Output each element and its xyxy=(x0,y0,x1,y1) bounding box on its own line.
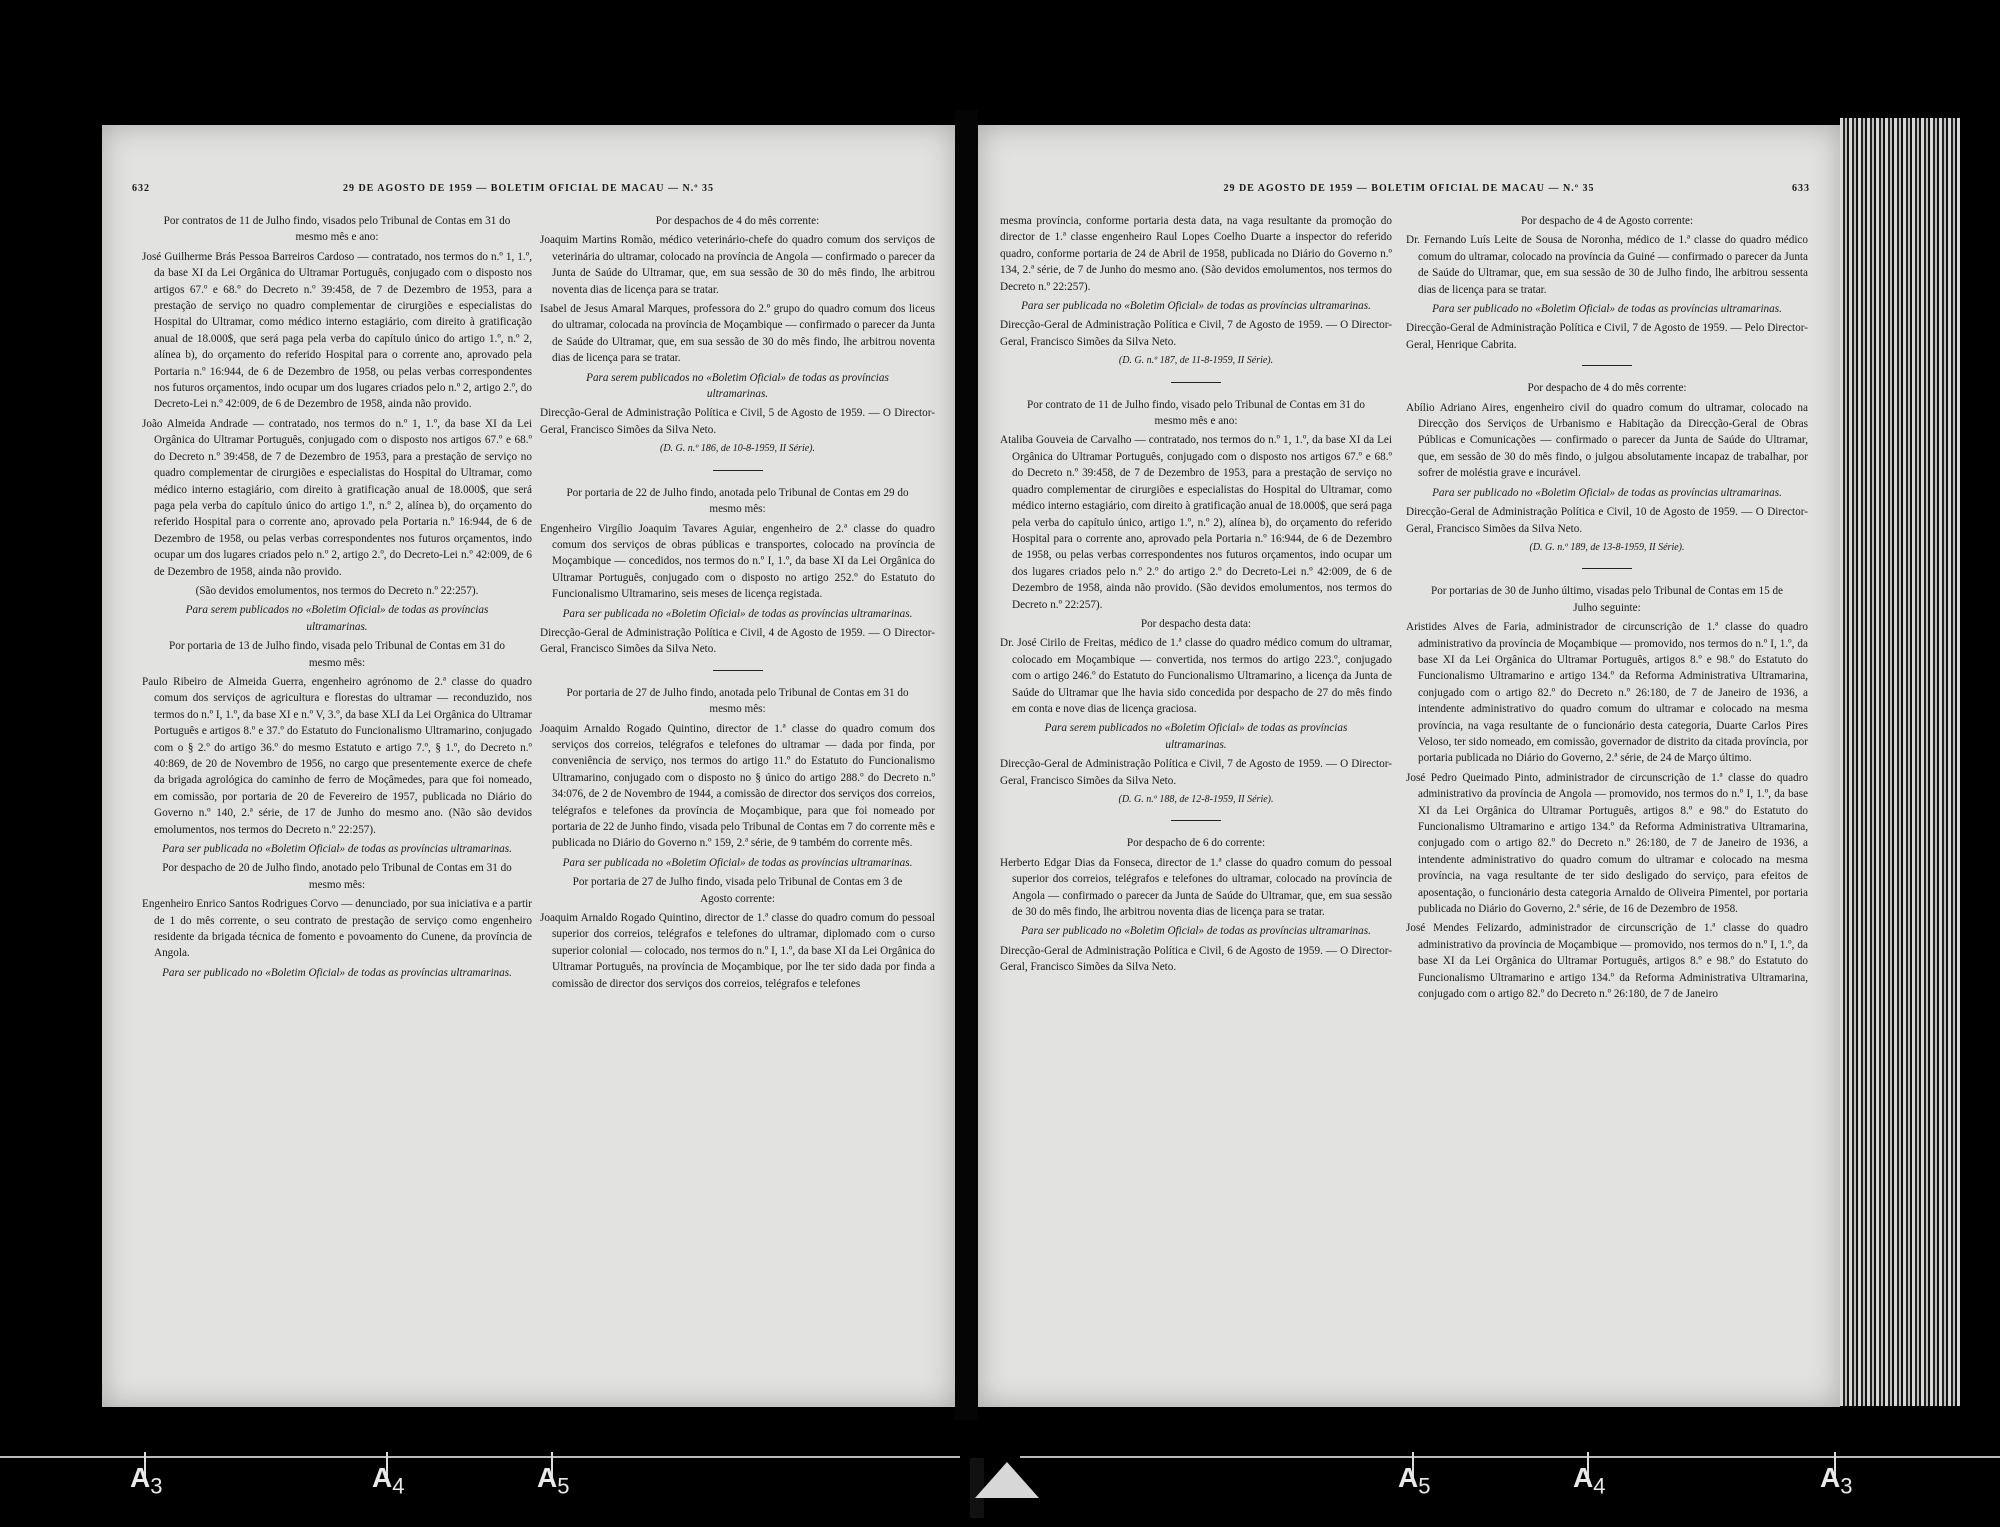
publication-note: Para ser publicada no «Boletim Oficial» de todas as províncias ultramarinas. xyxy=(162,843,512,856)
book-gutter xyxy=(955,110,978,1420)
publication-note: Para serem publicados no «Boletim Oficial» de todas as províncias ultramarinas. xyxy=(1044,722,1348,751)
signature-line: Direcção-Geral de Administração Política e Civil, 7 de Agosto de 1959. — O Director-Geral, Francisco Simões da Silva Neto. xyxy=(1000,758,1392,787)
frame-mark-number: 4 xyxy=(392,1473,405,1499)
frame-mark-letter: A xyxy=(130,1462,151,1493)
left-column-2 xyxy=(540,213,935,1397)
frame-mark-number: 5 xyxy=(1418,1473,1431,1499)
notice-entry: Dr. José Cirilo de Freitas, médico de 1.ª classe do quadro médico comum do ultramar, colocado em Moçambique — convertida, nos termos do artigo 223.º, conjugado com o artigo 246.º do Estatuto do Funcionalismo Ultramarino, a licença da Junta de Saúde do Ultramar que lhe havia sido concedida por despacho de 27 do mês findo em conta e nove dias de licença graciosa. xyxy=(1000,637,1392,715)
notice-entry: Engenheiro Virgílio Joaquim Tavares Aguiar, engenheiro de 2.ª classe do quadro comum dos serviços de obras públicas e transportes, colocado na província de Moçambique — concedidos, nos termos do n.º I, 1.º, da base XI da Lei Orgânica do Ultramar Português, conjugado com o disposto no artigo 252.º do Estatuto do Funcionalismo Ultramarino, seis meses de licença registada. xyxy=(540,522,935,601)
section-rule xyxy=(1171,820,1221,821)
frame-mark-number: 4 xyxy=(1593,1473,1606,1499)
frame-mark-letter: A xyxy=(537,1462,558,1493)
frame-mark xyxy=(130,1462,162,1500)
frame-mark xyxy=(372,1462,404,1500)
centre-triangle-mark xyxy=(975,1462,1039,1498)
publication-note: Para ser publicada no «Boletim Oficial» de todas as províncias ultramarinas. xyxy=(1021,300,1371,313)
left-page-number: 632 xyxy=(132,183,150,194)
publication-note: Para serem publicados no «Boletim Oficial» de todas as províncias ultramarinas. xyxy=(586,371,889,401)
right-running-header xyxy=(1008,183,1810,199)
notice-intro: Por despacho de 20 de Julho findo, anotado pelo Tribunal de Contas em 31 do mesmo mês: xyxy=(162,862,512,891)
signature-line: Direcção-Geral de Administração Política e Civil, 4 de Agosto de 1959. — O Director-Geral, Francisco Simões da Silva Neto. xyxy=(540,626,935,656)
signature-line: mesma província, conforme portaria desta data, na vaga resultante da promoção do director de 1.ª classe engenheiro Raul Lopes Coelho Duarte a inspector do referido quadro, conforme portaria de 24 de Abril de 1958, publicada no Diário do Governo n.º 134, 2.ª série, de 7 de Junho do mesmo ano. (São devidos emolumentos, nos termos do Decreto n.º 22:257). xyxy=(1000,215,1392,293)
notice-intro: Por despacho de 4 do mês corrente: xyxy=(1527,382,1687,395)
notice-intro: Por portaria de 27 de Julho findo, visada pelo Tribunal de Contas em 3 de Agosto corrente: xyxy=(572,876,903,905)
right-header-title: 29 DE AGOSTO DE 1959 — BOLETIM OFICIAL DE MACAU — N.º 35 xyxy=(1223,183,1595,194)
notice-entry: José Mendes Felizardo, administrador de circunscrição de 1.ª classe do quadro administrativo da província de Moçambique — promovido, nos termos do n.º I, 1.º, da base XI da Lei Orgânica do Ultramar Português, artigos 8.º e 98.º do Estatuto do Funcionalismo Ultramarino e artigo 134.º da Reforma Administrativa Ultramarina, conjugado com o artigo 82.º do Decreto n.º 26:180, de 7 de Janeiro xyxy=(1406,922,1808,1001)
signature-line: Direcção-Geral de Administração Política e Civil, 7 de Agosto de 1959. — Pelo Director-Geral, Henrique Cabrita. xyxy=(1406,322,1808,351)
section-rule xyxy=(1582,365,1632,366)
notice-intro: (São devidos emolumentos, nos termos do Decreto n.º 22:257). xyxy=(195,584,479,597)
left-header-title: 29 DE AGOSTO DE 1959 — BOLETIM OFICIAL DE MACAU — N.º 35 xyxy=(342,183,715,194)
gazette-reference: (D. G. n.º 186, de 10-8-1959, II Série). xyxy=(659,443,815,455)
signature-line: Direcção-Geral de Administração Política e Civil, 5 de Agosto de 1959. — O Director-Geral, Francisco Simões da Silva Neto. xyxy=(540,407,935,436)
publication-note: Para ser publicado no «Boletim Oficial» de todas as províncias ultramarinas. xyxy=(162,966,512,979)
notice-intro: Por portaria de 27 de Julho findo, anotada pelo Tribunal de Contas em 31 do mesmo mês: xyxy=(566,686,909,716)
frame-mark xyxy=(1573,1462,1605,1500)
notice-intro: Por despacho de 4 de Agosto corrente: xyxy=(1520,215,1694,227)
section-rule xyxy=(713,470,763,471)
notice-entry: Joaquim Arnaldo Rogado Quintino, director de 1.ª classe do quadro comum dos serviços dos correios, telégrafos e telefones do ultramar — dada por finda, por conveniência de serviço, nos termos do artigo 11.º do Estatuto do Funcionalismo Ultramarino, conjugado com o disposto no § único do artigo 288.º do Decreto n.º 34:076, de 2 de Novembro de 1944, a comissão de director dos serviços dos correios, telégrafos e telefones da província de Moçambique, para que foi nomeado por portaria de 22 de Junho findo, visada pelo Tribunal de Contas em 7 do corrente mês e publicada no Diário do Governo n.º 159, 2.ª série, de 9 também do corrente mês. xyxy=(540,722,935,850)
left-running-header xyxy=(132,183,925,199)
right-page-number: 633 xyxy=(1792,183,1810,194)
notice-intro: Por portarias de 30 de Junho último, visadas pelo Tribunal de Contas em 15 de Julho seguinte: xyxy=(1430,585,1784,614)
notice-entry: José Guilherme Brás Pessoa Barreiros Cardoso — contratado, nos termos do n.º 1, 1.º, da base XI da Lei Orgânica do Ultramar Português, conjugado com o disposto nos artigos 67.º e 68.º do Decreto n.º 39:458, de 7 de Dezembro de 1953, para a prestação de serviço no quadro complementar de cirurgiões e especialistas do Hospital do Ultramar, como médico interno estagiário, com direito à gratificação anual de 18.000$, que será paga pela verba do capítulo único do artigo 1.º, n.º 2, alínea b), do orçamento do referido Hospital para o corrente ano, aprovado pela Portaria n.º 16:944, de 6 de Dezembro de 1958, ou pelas verbas correspondentes nos futuros orçamentos, indo ocupar um dos lugares criados pelo n.º 2, artigo 2.º, do Decreto-Lei n.º 42:009, de 6 de Dezembro de 1958, ainda não provido. xyxy=(142,250,532,411)
section-rule xyxy=(1171,382,1221,383)
left-page xyxy=(102,125,955,1407)
notice-entry: Dr. Fernando Luís Leite de Sousa de Noronha, médico de 1.ª classe do quadro médico comum do ultramar, colocado na província da Guiné — confirmado o parecer da Junta de Saúde do Ultramar, que, em sua sessão de 30 de Julho findo, lhe arbitrou sessenta dias de licença para se tratar. xyxy=(1406,234,1808,296)
frame-mark xyxy=(1820,1462,1852,1500)
notice-entry: Aristides Alves de Faria, administrador de circunscrição de 1.ª classe do quadro administrativo da província de Moçambique — promovido, nos termos do n.º I, 1.º, da base XI da Lei Orgânica do Ultramar Português, artigos 8.º e 98.º do Estatuto do Funcionalismo Ultramarino e artigo 134.º da Reforma Administrativa Ultramarina, conjugado com o artigo 82.º do Decreto n.º 26:180, de 7 de Janeiro de 1936, a intendente administrativo do quadro comum do ultramar e colocado na mesma província, na vaga resultante de o funcionário desta categoria, Duarte Carlos Pires Veloso, ter sido nomeado, em comissão, governador de distrito da citada província, por portaria publicada no Diário do Governo, 2.ª série, de 24 de Março último. xyxy=(1406,621,1808,765)
page-stack-edge xyxy=(1840,118,1960,1406)
notice-intro: Por portaria de 13 de Julho findo, visada pelo Tribunal de Contas em 31 do mesmo mês: xyxy=(169,640,505,669)
frame-mark-letter: A xyxy=(1398,1462,1419,1493)
right-column-2 xyxy=(1406,213,1808,1397)
left-column-1 xyxy=(142,213,532,1397)
frame-mark-number: 3 xyxy=(150,1473,163,1499)
notice-intro: Por portaria de 22 de Julho findo, anotada pelo Tribunal de Contas em 29 do mesmo mês: xyxy=(566,486,909,516)
notice-entry: Joaquim Martins Romão, médico veterinário-chefe do quadro comum dos serviços de veterinária do ultramar, colocado na província de Angola — confirmado o parecer da Junta de Saúde do Ultramar, que, em sua sessão de 30 do mês findo, lhe arbitrou noventa dias de licença para se tratar. xyxy=(540,234,935,296)
publication-note: Para ser publicado no «Boletim Oficial» de todas as províncias ultramarinas. xyxy=(1021,925,1371,938)
notice-entry: Paulo Ribeiro de Almeida Guerra, engenheiro agrónomo de 2.ª classe do quadro comum dos serviços de agricultura e florestas do ultramar — reconduzido, nos termos do n.º I, 1.º, da base XI e n.º V, 3.º, da base XLI da Lei Orgânica do Ultramar Português e artigos 8.º e 37.º do Estatuto do Funcionalismo Ultramarino, conjugado com o § 2.º do artigo 36.º do mesmo Estatuto e artigo 7.º, § 1.º, do Decreto n.º 40:869, de 20 de Novembro de 1956, no cargo que presentemente exerce de chefe da brigada agrológica do caminho de ferro de Moçâmedes, para que foi nomeado, em comissão, por portaria de 20 de Fevereiro de 1957, publicada no Diário do Governo n.º 140, 2.ª série, de 17 de Junho do mesmo ano. (Não são devidos emolumentos, nos termos do Decreto n.º 22:257). xyxy=(142,675,532,836)
section-rule xyxy=(713,670,763,671)
notice-intro: Por despacho desta data: xyxy=(1140,617,1252,630)
publication-note: Para serem publicados no «Boletim Oficial» de todas as províncias ultramarinas. xyxy=(185,604,489,633)
frame-mark-letter: A xyxy=(372,1462,393,1493)
film-line-right xyxy=(1020,1456,2000,1458)
notice-intro: Por contrato de 11 de Julho findo, visado pelo Tribunal de Contas em 31 do mesmo mês e ano: xyxy=(1027,398,1365,428)
publication-note: Para ser publicada no «Boletim Oficial» de todas as províncias ultramarinas. xyxy=(562,856,913,869)
frame-mark-number: 5 xyxy=(557,1473,570,1499)
notice-entry: Herberto Edgar Dias da Fonseca, director de 1.ª classe do quadro comum do pessoal superior dos correios, telégrafos e telefones do ultramar, colocado na província de Angola — confirmado o parecer da Junta de Saúde do Ultramar, que, em sua sessão de 30 do mês findo, lhe arbitrou noventa dias de licença para se tratar. xyxy=(1000,856,1392,919)
publication-note: Para ser publicada no «Boletim Oficial» de todas as províncias ultramarinas. xyxy=(562,607,913,620)
frame-mark-letter: A xyxy=(1820,1462,1841,1493)
frame-mark xyxy=(537,1462,569,1500)
right-page xyxy=(978,125,1840,1407)
right-column-1 xyxy=(1000,213,1392,1397)
frame-mark-letter: A xyxy=(1573,1462,1594,1493)
frame-mark xyxy=(1398,1462,1430,1500)
notice-entry: José Pedro Queimado Pinto, administrador de circunscrição de 1.ª classe do quadro administrativo da província de Angola — promovido, nos termos do n.º I, 1.º, da base XI da Lei Orgânica do Ultramar Português, artigos 8.º e 98.º do Estatuto do Funcionalismo Ultramarino e artigo 134.º da Reforma Administrativa Ultramarina, conjugado com o artigo 82.º do Decreto n.º 26:180, de 7 de Janeiro de 1936, a intendente administrativo do quadro comum do ultramar e colocado na mesma província, na vaga resultante de ter sido desligado do serviço, para efeitos de aposentação, o funcionário desta categoria Arnaldo de Oliveira Pimentel, por portaria publicada no Diário do Governo, 2.ª série, de 16 de Dezembro de 1958. xyxy=(1406,771,1808,916)
signature-line: Direcção-Geral de Administração Política e Civil, 10 de Agosto de 1959. — O Director-Geral, Francisco Simões da Silva Neto. xyxy=(1406,506,1808,535)
signature-line: Direcção-Geral de Administração Política e Civil, 7 de Agosto de 1959. — O Director-Geral, Francisco Simões da Silva Neto. xyxy=(1000,319,1392,348)
notice-entry: Engenheiro Enrico Santos Rodrigues Corvo — denunciado, por sua iniciativa e a partir de 1 do mês corrente, o seu contrato de prestação de serviço como engenheiro residente da brigada técnica de fomento e povoamento do Cunene, da província de Angola. xyxy=(142,898,532,960)
notice-intro: Por contratos de 11 de Julho findo, visados pelo Tribunal de Contas em 31 do mesmo mês e ano: xyxy=(163,215,511,244)
publication-note: Para ser publicado no «Boletim Oficial» de todas as províncias ultramarinas. xyxy=(1432,486,1782,499)
notice-entry: João Almeida Andrade — contratado, nos termos do n.º 1, 1.º, da base XI da Lei Orgânica do Ultramar Português, conjugado com o disposto nos artigos 67.º e 68.º do Decreto n.º 39:458, de 7 de Dezembro de 1953, para a prestação de serviço no quadro complementar de cirurgiões e especialistas do Hospital do Ultramar, como médico interno estagiário, com direito à gratificação anual de 18.000$, que será paga pela verba do capítulo único do artigo 1.º, n.º 2, alínea b), do orçamento do referido Hospital para o corrente ano, aprovado pela Portaria n.º 16:944, de 6 de Dezembro de 1958, ou pelas verbas correspondentes nos futuros orçamentos, indo ocupar um dos lugares criados pelo n.º 2, artigo 2.º, do Decreto-Lei n.º 42:009, de 6 de Dezembro de 1958, ainda não provido. xyxy=(142,417,532,578)
gazette-reference: (D. G. n.º 187, de 11-8-1959, II Série). xyxy=(1118,355,1274,367)
gazette-reference: (D. G. n.º 189, de 13-8-1959, II Série). xyxy=(1529,541,1685,553)
publication-note: Para ser publicado no «Boletim Oficial» de todas as províncias ultramarinas. xyxy=(1432,303,1782,316)
notice-entry: Abílio Adriano Aires, engenheiro civil do quadro comum do ultramar, colocado na Direcção dos Serviços de Urbanismo e Habitação da Direcção-Geral de Obras Públicas e Comunicações — confirmado o parecer da Junta de Saúde do Ultramar, que, em sessão de 30 do mês findo, o julgou absolutamente incapaz de trabalhar, por sofrer de moléstia grave e incurável. xyxy=(1406,401,1808,480)
section-rule xyxy=(1582,568,1632,569)
notice-intro: Por despachos de 4 do mês corrente: xyxy=(655,215,820,227)
notice-entry: Joaquim Arnaldo Rogado Quintino, director de 1.ª classe do quadro comum do pessoal superior dos correios, telégrafos e telefones do ultramar, diplomado com o curso superior colonial — colocado, nos termos do n.º I, 1.º, da base XI da Lei Orgânica do Ultramar Português, na província de Moçambique, por lhe ter sido dada por finda a comissão de director dos serviços dos correios, telégrafos e telefones xyxy=(540,912,935,990)
notice-intro: Por despacho de 6 do corrente: xyxy=(1126,837,1266,850)
gazette-reference: (D. G. n.º 188, de 12-8-1959, II Série). xyxy=(1118,794,1274,805)
notice-entry: Isabel de Jesus Amaral Marques, professora do 2.º grupo do quadro comum dos liceus do ultramar, colocada na província de Moçambique — confirmado o parecer da Junta de Saúde do Ultramar, que, em sua sessão de 30 do mês findo, lhe arbitrou noventa dias de licença para se tratar. xyxy=(540,303,935,365)
notice-entry: Ataliba Gouveia de Carvalho — contratado, nos termos do n.º 1, 1.º, da base XI da Lei Orgânica do Ultramar Português, conjugado com o disposto nos artigos 67.º e 68.º do Decreto n.º 39:458, de 7 de Dezembro de 1953, para a prestação de serviço no quadro complementar de cirurgiões e especialistas do Hospital do Ultramar, como médico interno estagiário, com direito à gratificação anual de 18.000$, que será paga pela verba do capítulo único, artigo 1.º, n.º 2), alínea b), do orçamento do referido Hospital para o corrente ano, aprovado pela Portaria n.º 16:944, de 6 de Dezembro de 1958, ou pelas verbas correspondentes nos futuros orçamentos, indo ocupar um dos lugares criados pelo n.º 2.º do artigo 2.º do Decreto-Lei n.º 42:009, de 6 de Dezembro de 1958, ainda não provido. (São devidos emolumentos, nos termos do Decreto n.º 22:257). xyxy=(1000,434,1392,611)
frame-mark-number: 3 xyxy=(1840,1473,1853,1499)
signature-line: Direcção-Geral de Administração Política e Civil, 6 de Agosto de 1959. — O Director-Geral, Francisco Simões da Silva Neto. xyxy=(1000,944,1392,974)
